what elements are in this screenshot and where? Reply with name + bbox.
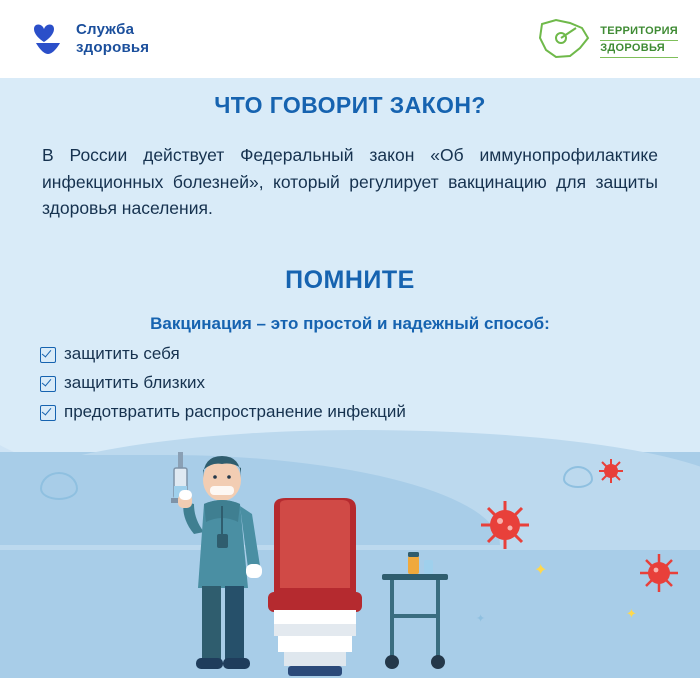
- sparkle-icon: ✦: [476, 613, 486, 625]
- region-map-icon: [536, 16, 594, 67]
- virus-particle-icon: [638, 552, 680, 599]
- logo-left-line1: Служба: [76, 21, 135, 38]
- heart-icon: [28, 20, 66, 58]
- logo-left-text: [76, 21, 149, 57]
- footer-strip: [0, 678, 700, 700]
- list-item: [40, 402, 660, 422]
- header: [0, 0, 700, 78]
- checklist-lead: Вакцинация – это простой и надежный способ:: [150, 314, 550, 333]
- logo-right-line2: ЗДОРОВЬЯ: [600, 40, 678, 58]
- law-paragraph: В России действует Федеральный закон «Об иммунопрофилактике инфекционных болезней», который регулирует вакцинацию для защиты здоровья населения.: [42, 145, 658, 219]
- list-item-label: защитить себя: [64, 344, 180, 363]
- checkbox-icon: [40, 376, 56, 392]
- sparkle-icon: ✦: [626, 606, 637, 621]
- logo-right-line1: ТЕРРИТОРИЯ: [600, 25, 678, 38]
- virus-particle-icon: [478, 498, 532, 557]
- logo-right-text: [600, 25, 678, 58]
- list-item-label: защитить близких: [64, 373, 205, 392]
- doctor-with-syringe: [170, 448, 280, 678]
- logo-left-line2: здоровья: [76, 39, 150, 56]
- page-title: ЧТО ГОВОРИТ ЗАКОН?: [214, 92, 486, 118]
- checkbox-icon: [40, 405, 56, 421]
- list-item: [40, 344, 660, 364]
- decorative-blob: [563, 466, 593, 488]
- sparkle-icon: ✦: [534, 562, 548, 579]
- list-item-label: предотвратить распространение инфекций: [64, 402, 406, 421]
- checkbox-icon: [40, 347, 56, 363]
- list-item: [40, 373, 660, 393]
- logo-sluzhba-zdorovya: [28, 20, 149, 58]
- logo-territoriya-zdorovya: [536, 16, 678, 67]
- medical-table-with-vial: [380, 552, 450, 672]
- virus-particle-icon: [598, 458, 624, 489]
- checklist: [40, 344, 660, 431]
- decorative-blob: [40, 472, 78, 500]
- section-subtitle: ПОМНИТЕ: [285, 266, 415, 294]
